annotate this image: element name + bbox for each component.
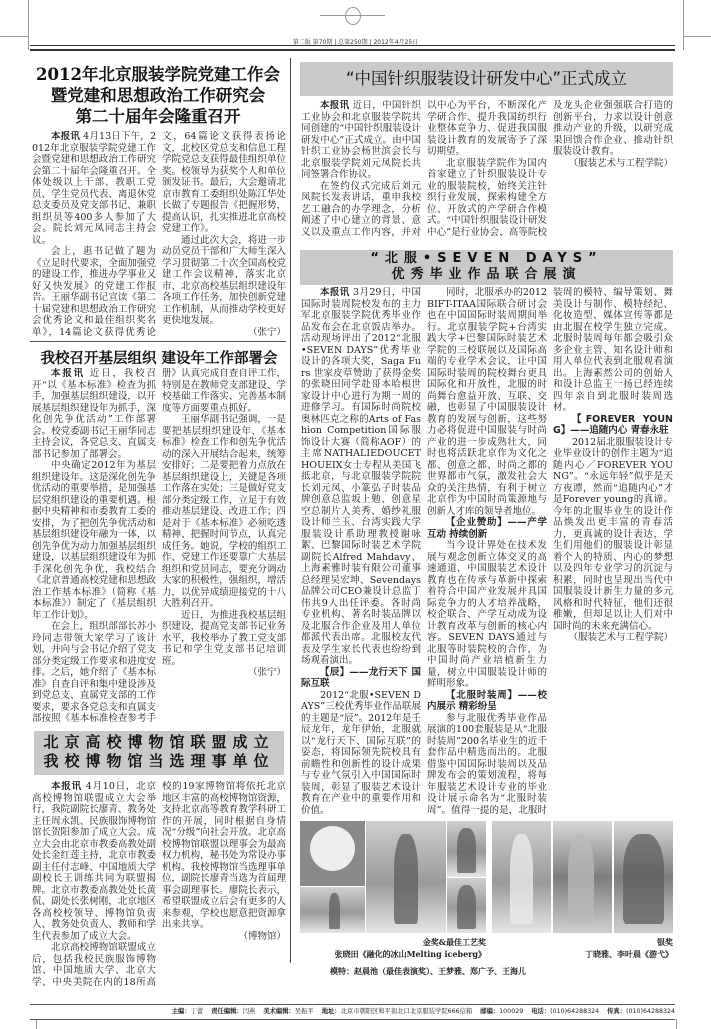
headline-grassroots: 我校召开基层组织 建设年工作部署会	[40, 350, 278, 367]
dateline: 本报讯	[320, 287, 350, 298]
fax: (010)64288324	[626, 1008, 675, 1015]
paragraph	[32, 781, 156, 942]
runway-photo	[300, 887, 365, 933]
label: 地址：	[321, 1008, 341, 1015]
headline-line: 优秀毕业作品联合展演	[391, 267, 582, 282]
runway-photo	[614, 821, 673, 933]
paragraph: 在签约仪式完成后刘元凤院长发表讲话，重申我校艺工融合的办学理念，分析阐述了中心建立的背景、意义以及重点工作内容，并对以中心为平台，不断深化产学研合作、提升我国纺织行业整体竞争力、促进我国服装设计教育的发展寄予了深切期望。	[301, 100, 547, 238]
headline-line: “北服•SEVEN DAYS”	[370, 251, 603, 266]
headline-knit-center: “中国针织服装设计研发中心”正式成立	[300, 62, 673, 96]
work-title: 丁晓雅、李叶晨《游弋》	[585, 949, 673, 959]
work-title: 张晓田《融化的冰山Melting iceberg》	[334, 949, 486, 959]
paragraph: 中央确定2012年为基层组织建设年。这是深化创先争优活动的重要举措，是加强基层党组织建设的重要机遇。根据中央精神和市委教育工委的安排，为了把创先争优活动和基层组织建设年融为一体，以创先争优为动力加强基层组织建设，以基层组织建设年为抓手深化创先争优，我校结合《北京普通高校党建和思想政治工作基本标准》（简称《基本标准》）制定了《基层组织年工作计划》。	[32, 460, 156, 621]
article-museum-body	[32, 781, 286, 999]
subheading: 【辰】——龙行天下 国际互联	[301, 666, 421, 689]
headline-museum	[34, 731, 284, 775]
paragraph: 在会上，组织部部长苏小玲同志带领大家学习了该计划，并向与会书记介绍了党支部分类定级工作要求和进度安排。之后，她介绍了《基本标准》自查自评和集中建设涉及到党总支、直属党支部的工作要求，要求各党总支和直属支部按照《基本标准检查参考手册》认真完成自查自评工作，特别是在教师党支部建设、学校基础工作落实、完善基本制度等方面要重点抓好。	[32, 368, 286, 724]
paragraph	[32, 368, 156, 460]
paragraph-text: 近日，中国针织工业协会和北京服装学院共同创建的“中国针织服装设计研发中心”正式成立。由中国针织工业协会杨世滨会长与北京服装学院刘元凤院长共同签署合作协议。	[301, 100, 421, 180]
photo-caption-gold	[335, 936, 486, 960]
issue-line: 第二版 第70期 | 总第250期 | 2012年4月25日	[292, 39, 419, 46]
byline: （博物馆）	[238, 930, 286, 942]
label: 责任编辑：	[211, 1008, 243, 1015]
label: 邮编：	[480, 1008, 500, 1015]
label: 主编：	[171, 1008, 191, 1015]
paragraph: 会上，惠书记做了题为《立足时代要求，全面加强党的建设工作，推进办学事业又好又快发展》的党建工作报告。王丽华副书记宣读《第二十届党建和思想政治工作研究会优秀论文和最佳组织奖名单》，14篇论文获得优秀论文，64篇论文获得表扬论文，北校区党总支和信息工程学院党总支获得最佳组织单位奖。校领导为获奖个人和单位颁发证书。最后，大会邀请北京市教育工委组织处陈江华处长做了专题报告《把握形势，提高认识，扎实推进北京高校党建工作》。	[32, 131, 286, 338]
byline: （服装艺术与工程学院）	[568, 632, 673, 643]
paragraph: 通过此次大会，将进一步动员党员干部和广大师生深入学习贯彻第二十次全国高校党建工作会议精神，落实北京市、北京高校基层组织建设年各项工作任务，加快创新党建工作机制，从而推动学校更好更快地发展。	[162, 234, 286, 326]
poster-plate-graphic	[310, 826, 355, 871]
runway-photo	[447, 821, 486, 877]
phone: (010)64288324	[550, 1008, 600, 1015]
label: 电话：	[531, 1008, 551, 1015]
article-party-body	[32, 131, 286, 339]
paragraph: 北京服装学院作为国内首家建立了针织服装设计专业的服装院校，始终关注针织行业发展，探索构建全方位、开放式的产学研合作模式。“中国针织服装设计研发中心”是行业协会、高等院校及龙头企业强强联合打造的创新平台，力求以设计创意推动产业的升级，以研究成果回馈合作企业、推动针织服装设计教育。	[427, 100, 673, 238]
paragraph-text: 4月13日下午，2012年北京服装学院党建工作会暨党建和思想政治工作研究会第二十届年会隆重召开。全体处级以上干部、教职工党员、学生党员代表、离退休党总支委员及党支部书记、兼职组织员等400多人参加了大会。院长刘元凤同志主持会议。	[32, 131, 156, 246]
byline: （张宁）	[247, 667, 286, 678]
byline: （服装艺术与工程学院）	[568, 157, 673, 169]
label: 美术编辑：	[263, 1008, 295, 1015]
duty-editor: 闫燕	[242, 1008, 256, 1015]
photo-caption-silver	[585, 936, 673, 960]
paragraph	[32, 131, 156, 246]
headline-party-conference	[30, 64, 286, 127]
masthead-footer	[30, 1004, 675, 1020]
byline: （张宁）	[247, 326, 286, 338]
dateline: 本报讯	[51, 131, 80, 142]
crop-mark	[676, 1019, 677, 1029]
header-rule	[30, 45, 675, 51]
paragraph: 北京高校博物馆联盟成立后，包括我校民族服饰博物馆、中国地质大学、北京大学、中央美院在内的18所高校的19家博物馆将依托北京地区丰富的高校博物馆资源，支持北京高等教育教学科研工作的开展，同时根据自身情况“分级”向社会开放。北京高校博物馆联盟以理事会为最高权力机构，秘书处为常设办事机构。我校博物馆当选理事单位，副院长廖青当选为首届理事会副理事长。廖院长表示，希望联盟成立后会有更多的人来参观，学校也愿意把资源拿出来共享。	[32, 781, 286, 988]
dateline: 本报讯	[320, 100, 350, 111]
address: 北京市朝阳区和平街北口北京服装学院666信箱	[340, 1008, 473, 1015]
runway-photo	[492, 821, 551, 933]
registration-mark	[345, 7, 361, 25]
paragraph: 近日，为推进我校基层组织建设，提高党支部书记业务水平，我校举办了教工党支部书记和学生党支部书记培训班。	[162, 609, 286, 667]
editor: 丁蕾	[190, 1008, 204, 1015]
runway-photo	[447, 878, 486, 933]
paragraph: 王丽华副书记强调，一是要把基层组织建设年、《基本标准》检查工作和创先争优活动的深入开展结合起来，统筹安排好；二是要把着力点放在基层组织建设上，关键是各项工作落在实处；三是做好党支部分类定级工作，立足于有效推动基层建设、改进工作；四是对于《基本标准》必须吃透精神、把握时间节点，认真完成任务。她说，学校的组织工作、党建工作还要靠广大基层组织和党员同志，要充分调动大家的积极性，强组织，增活力，以优异成绩迎接党的十八大胜利召开。	[162, 414, 286, 609]
label: 传真：	[607, 1008, 627, 1015]
headline-line: 2012年北京服装学院党建工作会	[36, 65, 280, 84]
award-name: 银奖	[657, 937, 673, 947]
headline-line: 北京高校博物馆联盟成立	[43, 733, 275, 751]
paragraph-text: 3月29日，中国国际时装周院校发布的主力军北京服装学院优秀毕业作品发布会在北京饭店举办。活动现场评出了2012“北服•SEVEN DAYS”优秀毕业设计的各项大奖，Saga Furs 世家皮草赞助了获得金奖的张晓田同学赴哥本哈根世家设计中心进行为期一周的进修学习。有国际时尚院校奥林匹克之称的Arts of Fashion Competition国际服饰设计大赛（简称AOF）的主席NATHALIEDOUCETHOUEIX女士专程从美国飞抵北京，与北京服装学院院长刘元凤、小篆弘子时装品牌创意总监坂上勉、创意星空总制片人美秀、婚纱礼服设计师兰玉、台湾实践大学服装设计系助理教授谢咏絮、巴黎国际时装艺术学院副院长Alfred Mahdavy、上海素雅时装有限公司董事总经理吴宏坤、Sevendays品牌公司CEO兼设计总监丁伟共9人出任评委。各时尚专业机构、著名时装品牌以及北服合作企业及用人单位都派代表出席。北服校友代表及学生家长代表也纷纷到场观看演出。	[301, 287, 421, 666]
paragraph: 当今设计界处在技术发展与观念创新立体交叉的高速通道，中国服装艺术设计教育也在传承与革新中探索着符合中国产业发展并具国际竞争力的人才培养战略，校企联合、产学互动成为设计教育改革与创新的核心内容。SEVEN DAYS通过与北服等时装院校的合作，为中国时尚产业培植新生力量，树立中国服装设计师的鲜明形象。	[427, 540, 547, 689]
award-name: 金奖&最佳工艺奖	[422, 937, 486, 947]
column-divider	[290, 58, 291, 963]
crop-mark	[36, 1019, 37, 1029]
paragraph: 2012“北服•SEVEN DAYS”三校优秀毕业作品联展的主题是“辰”。2012年是壬辰龙年，龙年伊始，北服就以“龙行天下、国际互联”的姿态，将国际领先院校具有前瞻性和创新性的设计成果与专业气氛引入中国国际时装周，彰显了服装艺术设计教育在产业中的重要作用和价值。	[301, 689, 421, 816]
headline-line: 暨党建和思想政治工作研究会	[50, 86, 266, 105]
headline-seven-days	[300, 250, 673, 285]
runway-photo-gold-award	[366, 821, 446, 933]
dateline: 本报讯	[51, 781, 82, 792]
headline-line: 第二十届年会隆重召开	[75, 107, 241, 126]
paragraph: 2012届北服服装设计专业毕业设计的创作主题为“追随内心／FOREVER YOUNG”。“永远年轻”似乎是天方夜谭，然而“追随内心”才是Forever young的真谛。今年的北服毕业生的设计作品焕发出更丰富的青春活力，更真诚的设计表达，学生们用他们的服装设计彰显着个人的特质、内心的梦想以及四年专业学习的沉淀与积累，同时也呈现出当代中国服装设计新生力量的多元风格和时代特征，他们还很稚嫩，但却足以让人们对中国时尚的未来充满信心。	[553, 436, 673, 632]
subheading: 【北服时装周】——校内展示 精彩纷呈	[427, 689, 547, 712]
paragraph-text: 近日，我校召开“以《基本标准》检查为抓手，加强基层组织建设，以开展基层组织建设年为抓手，深化创先争优活动”工作部署会。校党委副书记王丽华同志主持会议，各党总支、直属支部书记参加了部署会。	[32, 368, 156, 460]
poster-photo	[300, 821, 365, 886]
runway-photo-silver-award	[553, 821, 612, 933]
divider	[30, 341, 286, 342]
paragraph	[301, 287, 421, 667]
art-editor: 吴振平	[294, 1008, 314, 1015]
paragraph	[301, 100, 421, 181]
subheading: 【FOREVER YOUNG】——追随内心 青春永驻	[553, 413, 673, 436]
models-credit: 模特：赵晨池（最佳表演奖）、王梦雅、郑广予、王海儿	[330, 966, 526, 976]
article-grassroots-body	[32, 368, 286, 725]
dateline: 本报讯	[51, 368, 85, 379]
paragraph-text: 4月10日，北京高校博物馆联盟成立大会举行，我院副院长廖青、教务处主任周永凯、民族服饰博物馆馆长贺阳参加了成立大会。成立大会由北京市教委高教处副处长金红莲主持，北京市教委副主任付志峰、中国地质大学副校长王训练共同为联盟揭牌。北京市教委高教处处长黄侃、副处长张树刚，北京地区各高校校领导、博物馆负责人、教务处负责人、教师和学生代表参加了成立大会。	[32, 781, 156, 942]
article-knit-body	[301, 100, 673, 249]
paragraph: 参与北服优秀毕业作品展演的100套服装是从“北服时装周”200名毕业生的近千套作品中精选而出的。北服借鉴中国国际时装周以及品牌发布会的策划流程，将每年服装艺术设计专业的毕业设计展示命名为“北服时装周”。值得一提的是，北服时装周的模特、编导策划、舞美设计与制作、模特经纪、化妆造型、媒体宣传等都是由北服在校学生独立完成。北服时装周每年都会吸引众多企业主管、知名设计师和用人单位代表到北服观看演出。上海素然公司的创始人和设计总监王一扬已经连续四年亲自到北服时装周选材。	[427, 287, 673, 816]
paragraph: 同时，北服承办的2012BIFT-ITAA国际联合研讨会也在中国国际时装周期间举行。北京服装学院+台湾实践大学+巴黎国际时装艺术学院的三校联展以及国际高端的专业学术会议，让中国国际时装周的院校舞台更具国际化和开放性，北服的时尚舞台愈益开放、互联、交融，也彰显了中国服装设计教育的发展与创新，这些努力必将促进中国服装与时尚产业的进一步成熟壮大，同时也将活跃北京作为文化之都、创意之都、时尚之都的世界都市气氛，激发社会大众的关注热情，有利于树立北京作为中国时尚策源地与创新人才库的领导者地位。	[427, 287, 547, 517]
zip-code: 100029	[499, 1008, 524, 1015]
subheading: 【企业赞助】——产学互动 持续创新	[427, 517, 547, 540]
headline-line: 我校博物馆当选理事单位	[43, 752, 275, 770]
article-seven-days-body	[301, 287, 673, 817]
